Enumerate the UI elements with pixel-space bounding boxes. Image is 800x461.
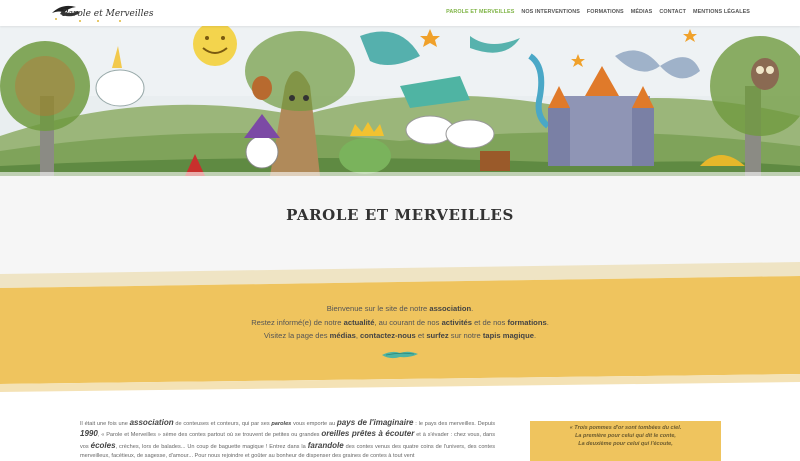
welcome-link-association[interactable]: association — [429, 304, 472, 313]
quote-line-3: La deuxième pour celui qui l'écoute, — [578, 441, 673, 447]
nav-item-mentions-legales[interactable]: MENTIONS LÉGALES — [692, 9, 750, 15]
story-emphasis: écoles — [90, 440, 116, 450]
welcome-text-fragment: . — [471, 304, 474, 313]
quote-line-2: La première pour celui qui dit le conte, — [575, 433, 676, 439]
welcome-line-3 — [0, 329, 800, 343]
welcome-text-fragment: Restez informé(e) de notre — [251, 317, 344, 327]
nav-item-nos-interventions[interactable]: NOS INTERVENTIONS — [521, 9, 580, 15]
welcome-link-surfez[interactable]: surfez — [426, 331, 449, 341]
welcome-text-fragment: . — [546, 317, 549, 327]
story-emphasis: association — [129, 418, 174, 427]
logo-text[interactable]: Parole et Merveilles — [62, 9, 154, 19]
story-text: vous emporte au — [291, 421, 337, 427]
title-section — [0, 176, 800, 276]
magic-carpet-icon[interactable] — [380, 349, 420, 361]
story-emphasis: farandole — [307, 440, 344, 450]
main-nav — [446, 9, 750, 15]
welcome-text-fragment: sur notre — [448, 331, 483, 341]
banner-illustration — [0, 26, 800, 176]
welcome-text-fragment: Visitez la page des — [263, 331, 330, 341]
story-emphasis: pays de l'imaginaire — [336, 418, 414, 427]
nav-item-medias[interactable]: MÉDIAS — [630, 9, 653, 15]
story-emphasis: 1990 — [80, 429, 98, 439]
site-header — [0, 0, 800, 26]
welcome-text-fragment: et — [415, 331, 427, 341]
nav-item-formations[interactable]: FORMATIONS — [586, 9, 624, 15]
welcome-link-tapis-magique[interactable]: tapis magique — [482, 331, 534, 341]
welcome-link-activites[interactable]: activités — [441, 317, 472, 327]
quote-box — [530, 421, 721, 461]
story-text: , crèches, lors de balades... Un coup de baguette magique ! Entrez dans la — [115, 443, 308, 450]
quote-line-1: « Trois pommes d'or sont tombées du ciel. — [569, 425, 682, 431]
story-emphasis: oreilles prêtes à écouter — [321, 429, 415, 439]
welcome-link-actualite[interactable]: actualité — [343, 317, 375, 327]
welcome-line-2 — [0, 316, 800, 330]
sun-icon — [193, 22, 237, 66]
welcome-link-formations[interactable]: formations — [507, 317, 547, 327]
story-emphasis: paroles — [271, 421, 292, 427]
story-text: et à s'évader : chez vous, dans vos — [80, 432, 495, 450]
welcome-text-fragment: et de nos — [471, 317, 508, 327]
welcome-text-fragment: , — [355, 331, 361, 341]
nav-item-contact[interactable]: CONTACT — [659, 9, 686, 15]
welcome-link-medias[interactable]: médias — [329, 331, 356, 341]
welcome-link-contact[interactable]: contactez-nous — [360, 331, 416, 341]
welcome-text-fragment: , au courant de nos — [374, 317, 442, 327]
story-text: Il était une fois une — [80, 421, 130, 427]
nav-item-parole-et-merveilles[interactable]: PAROLE ET MERVEILLES — [446, 9, 515, 15]
page-title: PAROLE ET MERVEILLES — [286, 206, 514, 224]
story-paragraph — [80, 418, 495, 461]
story-text: de conteuses et conteurs, qui par ses — [173, 421, 272, 427]
welcome-text-fragment: Bienvenue sur le site de notre — [326, 304, 430, 313]
story-text: , « Parole et Merveilles » sème des contes partout où se trouvent de petites ou grandes — [97, 432, 322, 439]
story-text: des contes venus des quatre coins de l'univers, des contes merveilleux, facétieux, de sagesse, d'amour... Pour nous rejoindre et goûter au bonheur de dispenser des graines de contes à tout vent — [80, 443, 495, 459]
welcome-text-fragment: . — [533, 331, 537, 341]
welcome-text — [0, 302, 800, 343]
story-text: : le pays des merveilles. Depuis — [413, 421, 496, 427]
welcome-line-1 — [0, 302, 800, 316]
